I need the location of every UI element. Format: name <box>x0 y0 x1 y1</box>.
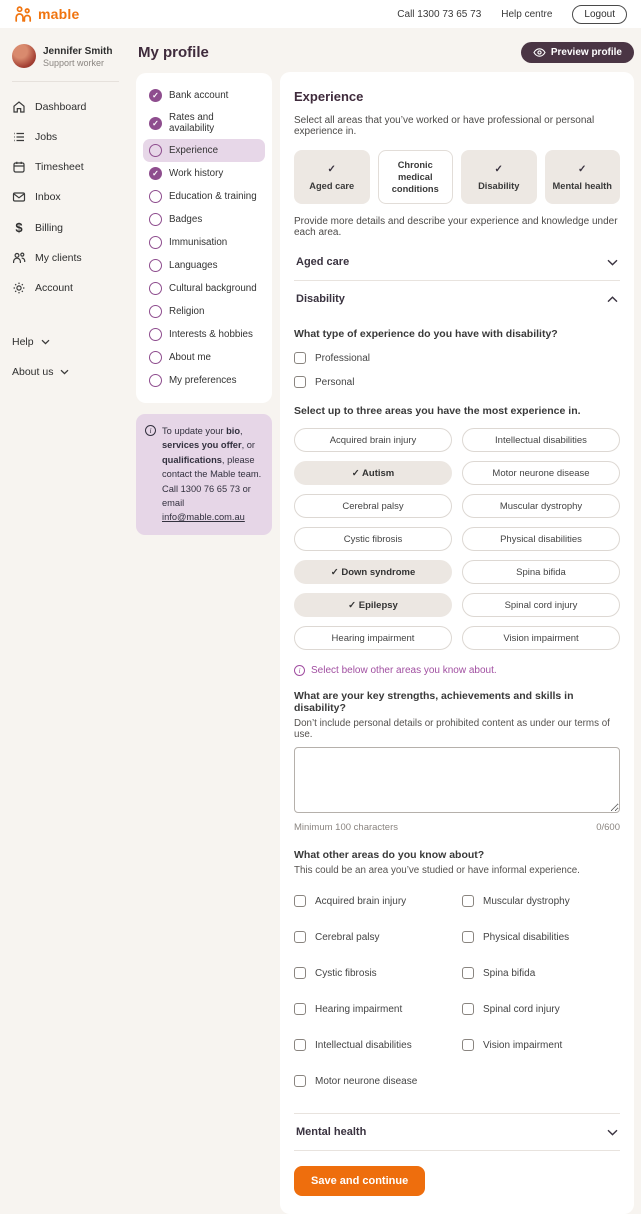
user-role: Support worker <box>43 57 105 68</box>
sidebar <box>0 28 129 387</box>
chevron-down-icon <box>607 1129 618 1136</box>
sidebar-item-account[interactable] <box>12 273 119 303</box>
checkbox-icon <box>294 376 306 388</box>
pill-acquired-brain-injury[interactable]: Acquired brain injury <box>294 428 452 452</box>
section-subtitle: Select all areas that you’ve worked or have professional or personal experience in. <box>294 115 595 137</box>
user-profile[interactable] <box>12 44 119 68</box>
contact-info-note <box>136 414 272 535</box>
pill-spinal-cord-injury[interactable]: Spinal cord injury <box>462 593 620 617</box>
mable-email-link[interactable]: info@mable.com.au <box>162 512 245 523</box>
sidebar-item-label: Dashboard <box>35 101 87 113</box>
logout-button[interactable]: Logout <box>572 5 627 24</box>
chevron-down-icon <box>41 339 50 345</box>
experience-card <box>280 72 634 1214</box>
checkbox-cystic-fibrosis[interactable]: Cystic fibrosis <box>294 967 452 979</box>
checkbox-icon <box>294 1075 306 1087</box>
pill-spina-bifida[interactable]: Spina bifida <box>462 560 620 584</box>
step-cultural-background[interactable]: Cultural background <box>143 277 265 300</box>
step-complete-icon: ✓ <box>149 89 162 102</box>
check-icon: ✓ <box>351 467 360 479</box>
checkbox-personal[interactable]: Personal <box>294 376 620 388</box>
save-and-continue-button[interactable]: Save and continue <box>294 1166 425 1196</box>
sidebar-item-billing[interactable] <box>12 212 119 243</box>
accordion-aged-care[interactable]: Aged care <box>294 244 620 280</box>
mable-people-icon <box>14 6 33 22</box>
step-languages[interactable]: Languages <box>143 254 265 277</box>
other-areas-hint: i Select below other areas you know about. <box>294 665 620 676</box>
people-icon <box>12 251 26 265</box>
strengths-note: Don’t include personal details or prohibited content as under our terms of use. <box>294 718 610 741</box>
sidebar-item-inbox[interactable] <box>12 182 119 212</box>
step-experience[interactable]: Experience <box>143 139 265 162</box>
area-card-disability[interactable]: ✓ Disability <box>461 150 537 204</box>
experience-area-cards <box>294 150 620 204</box>
step-work-history[interactable]: ✓ Work history <box>143 162 265 185</box>
avatar <box>12 44 36 68</box>
pill-cerebral-palsy[interactable]: Cerebral palsy <box>294 494 452 518</box>
accordion-disability[interactable]: Disability <box>294 281 620 317</box>
min-characters-note: Minimum 100 characters <box>294 822 399 834</box>
step-my-preferences[interactable]: My preferences <box>143 369 265 392</box>
pill-autism[interactable]: ✓ Autism <box>294 461 452 485</box>
page-title: My profile <box>138 44 209 61</box>
checkbox-professional[interactable]: Professional <box>294 352 620 364</box>
step-incomplete-icon <box>149 190 162 203</box>
step-incomplete-icon <box>149 351 162 364</box>
step-bank-account[interactable]: ✓ Bank account <box>143 84 265 107</box>
top-bar <box>0 0 641 28</box>
pill-hearing-impairment[interactable]: Hearing impairment <box>294 626 452 650</box>
chevron-down-icon <box>607 259 618 266</box>
mail-icon <box>12 190 26 204</box>
provide-details-text: Provide more details and describe your experience and knowledge under each area. <box>294 216 618 239</box>
gear-icon <box>12 281 26 295</box>
other-areas-checkboxes <box>294 883 620 1099</box>
checkbox-icon <box>462 895 474 907</box>
mable-logo[interactable] <box>14 6 79 22</box>
type-question: What type of experience do you have with disability? <box>294 328 558 341</box>
info-icon: i <box>145 425 156 436</box>
step-incomplete-icon <box>149 259 162 272</box>
divider <box>294 1150 620 1151</box>
home-icon <box>12 100 26 114</box>
profile-steps-card <box>136 73 272 403</box>
checkbox-icon <box>294 967 306 979</box>
checkbox-icon <box>462 1003 474 1015</box>
preview-profile-button[interactable]: Preview profile <box>521 42 634 63</box>
step-religion[interactable]: Religion <box>143 300 265 323</box>
checkbox-spina-bifida[interactable]: Spina bifida <box>462 967 620 979</box>
step-education-training[interactable]: Education & training <box>143 185 265 208</box>
accordion-mental-health[interactable]: Mental health <box>294 1114 620 1150</box>
step-complete-icon: ✓ <box>149 117 162 130</box>
contact-info-text: To update your bio, services you offer, or qualifications, please contact the Mable team. Call 1300 76 65 73 or email info@mable.com.au <box>162 426 262 523</box>
sidebar-item-label: My clients <box>35 252 82 264</box>
sidebar-item-dashboard[interactable] <box>12 92 119 122</box>
step-about-me[interactable]: About me <box>143 346 265 369</box>
step-complete-icon: ✓ <box>149 167 162 180</box>
pill-intellectual-disabilities[interactable]: Intellectual disabilities <box>462 428 620 452</box>
sidebar-item-jobs[interactable] <box>12 122 119 152</box>
check-icon: ✓ <box>330 566 339 578</box>
eye-icon <box>533 48 546 57</box>
about-us-menu-label: About us <box>12 366 54 378</box>
sidebar-divider <box>12 81 119 82</box>
checkbox-icon <box>294 1039 306 1051</box>
pill-down-syndrome[interactable]: ✓ Down syndrome <box>294 560 452 584</box>
checkbox-icon <box>294 895 306 907</box>
pill-epilepsy[interactable]: ✓ Epilepsy <box>294 593 452 617</box>
checkbox-hearing-impairment[interactable]: Hearing impairment <box>294 1003 452 1015</box>
sidebar-item-label: Jobs <box>35 131 58 143</box>
step-incomplete-icon <box>149 374 162 387</box>
dollar-icon: $ <box>15 220 23 235</box>
character-count: 0/600 <box>596 822 620 834</box>
step-rates-and-availability[interactable]: ✓ Rates and availability <box>143 107 265 139</box>
checkbox-vision-impairment[interactable]: Vision impairment <box>462 1039 620 1051</box>
help-centre-link[interactable]: Help centre <box>501 8 553 20</box>
experience-pills <box>294 428 620 650</box>
pill-muscular-dystrophy[interactable]: Muscular dystrophy <box>462 494 620 518</box>
other-areas-question: What other areas do you know about? <box>294 849 485 862</box>
step-incomplete-icon <box>149 305 162 318</box>
sidebar-item-label: Account <box>35 282 73 294</box>
step-incomplete-icon <box>149 213 162 226</box>
checkbox-spinal-cord-injury[interactable]: Spinal cord injury <box>462 1003 620 1015</box>
check-icon: ✓ <box>348 599 357 611</box>
pill-motor-neurone-disease[interactable]: Motor neurone disease <box>462 461 620 485</box>
strengths-textarea[interactable] <box>294 747 620 813</box>
main-content <box>280 28 634 1214</box>
section-title: Experience <box>294 89 364 104</box>
step-incomplete-icon <box>149 236 162 249</box>
profile-nav <box>136 28 272 535</box>
step-incomplete-icon <box>149 282 162 295</box>
check-icon: ✓ <box>578 163 587 175</box>
checkbox-icon <box>462 931 474 943</box>
checkbox-icon <box>294 931 306 943</box>
checkbox-intellectual-disabilities[interactable]: Intellectual disabilities <box>294 1039 452 1051</box>
help-menu[interactable] <box>12 327 119 357</box>
checkbox-icon <box>462 967 474 979</box>
check-icon: ✓ <box>327 163 336 175</box>
checkbox-icon <box>294 1003 306 1015</box>
checkbox-icon <box>294 352 306 364</box>
checkbox-icon <box>462 1039 474 1051</box>
sidebar-item-label: Inbox <box>35 191 61 203</box>
about-us-menu[interactable] <box>12 357 119 387</box>
sidebar-item-label: Billing <box>35 221 64 234</box>
pill-cystic-fibrosis[interactable]: Cystic fibrosis <box>294 527 452 551</box>
pill-physical-disabilities[interactable]: Physical disabilities <box>462 527 620 551</box>
brand-name: mable <box>38 6 80 22</box>
check-icon: ✓ <box>494 163 503 175</box>
pill-vision-impairment[interactable]: Vision impairment <box>462 626 620 650</box>
checkbox-muscular-dystrophy[interactable]: Muscular dystrophy <box>462 895 620 907</box>
checkbox-cerebral-palsy[interactable]: Cerebral palsy <box>294 931 452 943</box>
step-immunisation[interactable]: Immunisation <box>143 231 265 254</box>
step-incomplete-icon <box>149 328 162 341</box>
sidebar-item-label: Timesheet <box>35 161 84 173</box>
chevron-up-icon <box>607 296 618 303</box>
chevron-down-icon <box>60 369 69 375</box>
phone-number[interactable]: Call 1300 73 65 73 <box>397 8 482 20</box>
other-areas-note: This could be an area you’ve studied or have informal experience. <box>294 865 580 877</box>
user-name: Jennifer Smith <box>43 45 113 57</box>
sidebar-item-my-clients[interactable] <box>12 243 119 273</box>
checkbox-motor-neurone-disease[interactable]: Motor neurone disease <box>294 1075 452 1087</box>
list-icon <box>12 130 26 144</box>
strengths-question: What are your key strengths, achievements and skills in disability? <box>294 690 574 715</box>
top-areas-question: Select up to three areas you have the most experience in. <box>294 405 581 418</box>
step-badges[interactable]: Badges <box>143 208 265 231</box>
checkbox-physical-disabilities[interactable]: Physical disabilities <box>462 931 620 943</box>
area-card-chronic-medical-conditions[interactable]: Chronic medical conditions <box>378 150 454 204</box>
info-icon: i <box>294 665 305 676</box>
area-card-aged-care[interactable]: ✓ Aged care <box>294 150 370 204</box>
help-menu-label: Help <box>12 336 34 348</box>
sidebar-item-timesheet[interactable] <box>12 152 119 182</box>
area-card-mental-health[interactable]: ✓ Mental health <box>545 150 621 204</box>
calendar-icon <box>12 160 26 174</box>
checkbox-acquired-brain-injury[interactable]: Acquired brain injury <box>294 895 452 907</box>
step-interests-hobbies[interactable]: Interests & hobbies <box>143 323 265 346</box>
step-incomplete-icon <box>149 144 162 157</box>
